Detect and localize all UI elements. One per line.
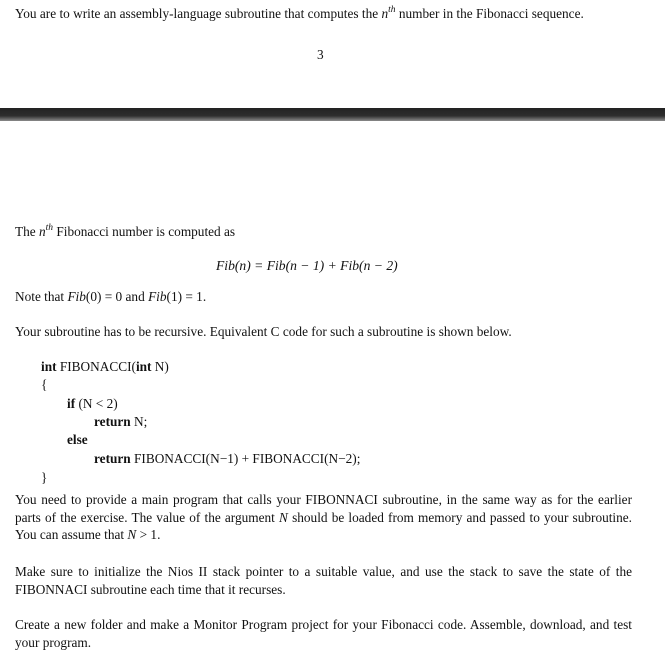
fibonacci-formula: Fib(n) = Fib(n − 1) + Fib(n − 2) [216,258,398,273]
intro-line: The $n^{th}$ Fibonacci number is computed as [15,223,236,239]
n-variable: n [381,6,389,21]
code-line-else: else [67,432,88,447]
main-program-paragraph: You need to provide a main program that calls your FIBONNACI subroutine, in the same way as for the earlier parts of the exercise. The value of the argument N should be loaded from memory and passed to your subroutine. You can assume that N > 1. [15,492,632,542]
stack-paragraph: Make sure to initialize the Nios II stack pointer to a suitable value, and use the stack to save the state of the FIBONNACI subroutine each time that it recurses. [15,564,632,597]
page-separator [0,108,665,121]
recursive-statement: Your subroutine has to be recursive. Equivalent C code for such a subroutine is shown below. [15,324,512,339]
header-line: You are to write an assembly-language subroutine that computes the $n^{th}$ number in the Fibonacci sequence. [15,5,584,21]
code-line-return-n: return N; [94,414,148,429]
code-line-close-brace: } [41,470,48,485]
code-line-signature: int FIBONACCI(int N) [41,359,169,374]
project-paragraph: Create a new folder and make a Monitor Program project for your Fibonacci code. Assemble, download, and test your program. [15,617,632,650]
page-number: 3 [317,47,324,62]
code-line-return-recursive: return FIBONACCI(N−1) + FIBONACCI(N−2); [94,451,361,466]
code-line-if: if (N < 2) [67,396,118,411]
code-line-open-brace: { [41,377,48,392]
note-line: Note that Fib(0) = 0 and Fib(1) = 1. [15,289,207,304]
